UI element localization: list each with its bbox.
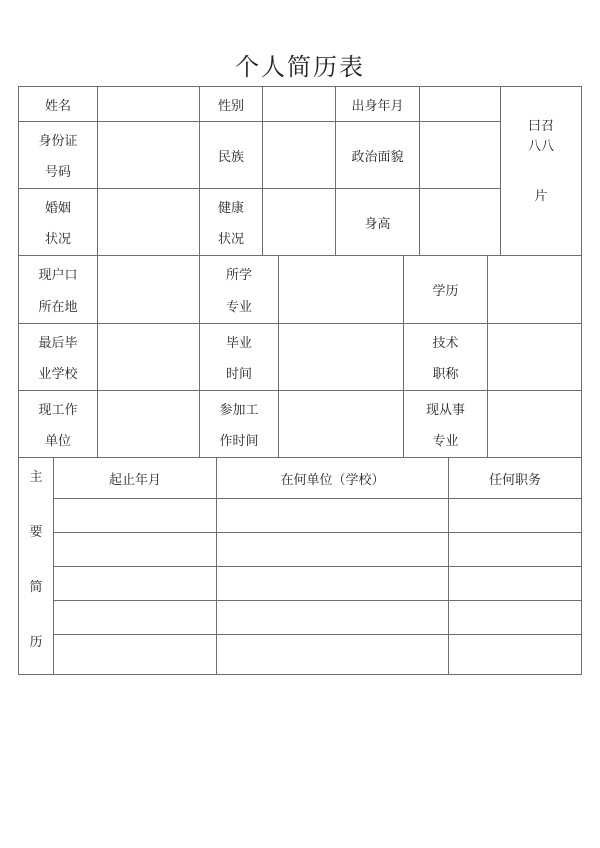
profession-label bbox=[404, 391, 487, 457]
resume-row-2-period[interactable] bbox=[54, 533, 216, 566]
residence-label-line1: 现户口 bbox=[38, 268, 78, 283]
resume-col-period: 起止年月 bbox=[108, 472, 161, 488]
id-label-line2: 号码 bbox=[44, 165, 71, 180]
resume-row-2-org[interactable] bbox=[217, 533, 448, 566]
resume-side-char-1: 主 bbox=[29, 470, 43, 485]
tech-title-field[interactable] bbox=[488, 324, 581, 390]
resume-side-char-4: 历 bbox=[29, 635, 43, 650]
major-label bbox=[200, 256, 278, 323]
health-status-label bbox=[200, 189, 262, 255]
title-label-line1: 技术 bbox=[432, 336, 459, 351]
graduation-time-field[interactable] bbox=[279, 324, 403, 390]
graduation-time-label bbox=[200, 324, 278, 390]
education-field[interactable] bbox=[488, 256, 581, 323]
resume-col-position: 任何职务 bbox=[488, 472, 541, 488]
resume-row-5-org[interactable] bbox=[217, 635, 448, 674]
resume-col-org: 在何单位（学校） bbox=[280, 472, 385, 488]
photo-label-1: 曰召 bbox=[527, 119, 554, 134]
name-field[interactable] bbox=[98, 87, 199, 121]
id-number-label bbox=[19, 122, 97, 188]
marital-label-line2: 状况 bbox=[44, 232, 71, 247]
title-label-line2: 职称 bbox=[432, 367, 459, 382]
health-label-line2: 状况 bbox=[217, 232, 244, 247]
profession-label-line1: 现从事 bbox=[425, 403, 465, 418]
marital-label-line1: 婚姻 bbox=[44, 201, 71, 216]
profession-label-line2: 专业 bbox=[432, 434, 459, 449]
political-status-label: 政治面貌 bbox=[351, 149, 404, 165]
graduation-label-line1: 毕业 bbox=[225, 336, 252, 351]
residence-label bbox=[19, 256, 97, 323]
profession-field[interactable] bbox=[488, 391, 581, 457]
resume-side-label bbox=[19, 458, 53, 674]
major-label-line1: 所学 bbox=[225, 268, 252, 283]
residence-field[interactable] bbox=[98, 256, 199, 323]
photo-box[interactable] bbox=[501, 87, 581, 255]
workplace-field[interactable] bbox=[98, 391, 199, 457]
work-start-label bbox=[200, 391, 278, 457]
resume-row-4-position[interactable] bbox=[449, 601, 581, 634]
workplace-label bbox=[19, 391, 97, 457]
resume-side-char-3: 简 bbox=[29, 580, 43, 595]
birth-label: 出身年月 bbox=[351, 98, 404, 114]
ethnicity-field[interactable] bbox=[263, 122, 335, 188]
gender-label: 性别 bbox=[217, 98, 244, 114]
resume-row-1-org[interactable] bbox=[217, 499, 448, 532]
page-title: 个人简历表 bbox=[235, 53, 365, 81]
health-label-line1: 健康 bbox=[217, 201, 244, 216]
resume-row-2-position[interactable] bbox=[449, 533, 581, 566]
resume-row-5-period[interactable] bbox=[54, 635, 216, 674]
political-status-field[interactable] bbox=[420, 122, 500, 188]
school-label-line1: 最后毕 bbox=[38, 336, 78, 351]
photo-label-3: 片 bbox=[534, 189, 548, 204]
name-label: 姓名 bbox=[44, 98, 71, 114]
workstart-label-line1: 参加工 bbox=[219, 403, 259, 418]
ethnicity-label: 民族 bbox=[217, 149, 244, 165]
height-field[interactable] bbox=[420, 189, 500, 255]
school-label-line2: 业学校 bbox=[38, 367, 78, 382]
major-label-line2: 专业 bbox=[225, 300, 252, 315]
school-field[interactable] bbox=[98, 324, 199, 390]
health-status-field[interactable] bbox=[263, 189, 335, 255]
resume-side-char-2: 要 bbox=[29, 525, 43, 540]
school-label bbox=[19, 324, 97, 390]
education-label: 学历 bbox=[432, 284, 459, 299]
id-label-line1: 身份证 bbox=[38, 134, 78, 149]
photo-label-2: 八八 bbox=[527, 139, 554, 154]
workplace-label-line2: 单位 bbox=[44, 434, 71, 449]
resume-row-3-period[interactable] bbox=[54, 567, 216, 600]
marital-status-label bbox=[19, 189, 97, 255]
workstart-label-line2: 作时间 bbox=[219, 434, 259, 449]
marital-status-field[interactable] bbox=[98, 189, 199, 255]
resume-row-3-position[interactable] bbox=[449, 567, 581, 600]
workplace-label-line1: 现工作 bbox=[38, 403, 78, 418]
resume-row-5-position[interactable] bbox=[449, 635, 581, 674]
birth-field[interactable] bbox=[420, 87, 500, 121]
graduation-label-line2: 时间 bbox=[225, 367, 252, 382]
resume-row-1-position[interactable] bbox=[449, 499, 581, 532]
resume-row-3-org[interactable] bbox=[217, 567, 448, 600]
resume-row-4-org[interactable] bbox=[217, 601, 448, 634]
tech-title-label bbox=[404, 324, 487, 390]
major-field[interactable] bbox=[279, 256, 403, 323]
gender-field[interactable] bbox=[263, 87, 335, 121]
id-number-field[interactable] bbox=[98, 122, 199, 188]
work-start-field[interactable] bbox=[279, 391, 403, 457]
resume-row-4-period[interactable] bbox=[54, 601, 216, 634]
height-label: 身高 bbox=[364, 216, 391, 232]
resume-row-1-period[interactable] bbox=[54, 499, 216, 532]
residence-label-line2: 所在地 bbox=[38, 300, 78, 315]
